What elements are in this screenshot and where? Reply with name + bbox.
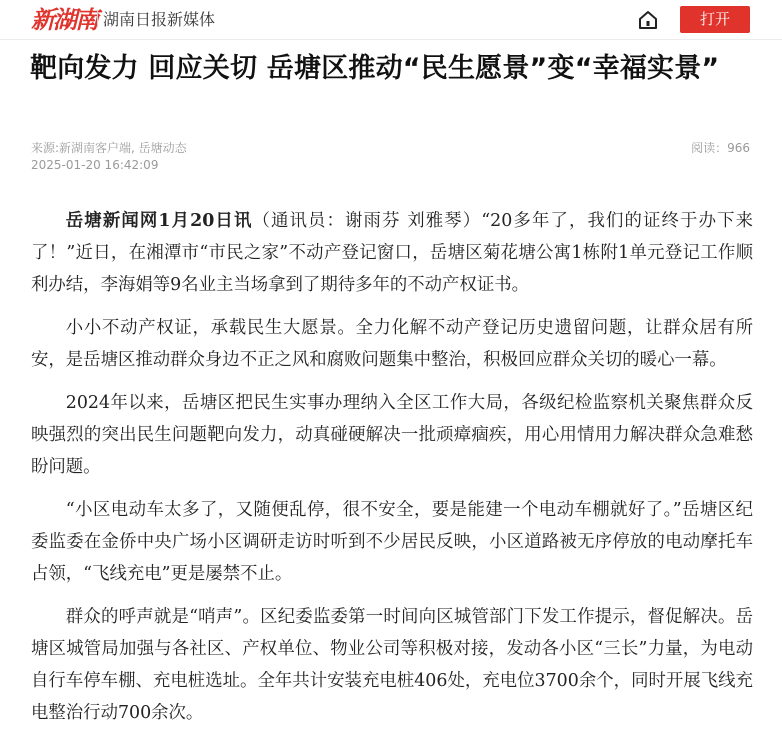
article-paragraph: “小区电动车太多了，又随便乱停，很不安全，要是能建一个电动车棚就好了。”岳塘区纪委监委在金侨中央广场小区调研走访时听到不少居民反映，小区道路被无序停放的电动摩托车占领，“飞线充电”更是屡禁不止。 [31, 500, 753, 584]
logo-divider [97, 11, 98, 27]
article-paragraph: 群众的呼声就是“哨声”。区纪委监委第一时间向区城管部门下发工作提示，督促解决。岳塘区城管局加强与各社区、产权单位、物业公司等积极对接，发动各小区“三长”力量，为电动自行车停车棚、充电桩选址。全年共计安装充电桩406处，充电位3700余个，同时开展飞线充电整治行动700余次。 [31, 607, 753, 723]
logo-text: 新湖南 [31, 5, 97, 34]
article-source: 来源:新湖南客户端, 岳塘动态 [31, 141, 187, 155]
home-icon[interactable] [637, 9, 659, 31]
brand-tagline: 湖南日报新媒体 [103, 10, 216, 29]
article-paragraph: 小小不动产权证，承载民生大愿景。全力化解不动产登记历史遗留问题，让群众居有所安，是岳塘区推动群众身边不正之风和腐败问题集中整治，积极回应群众关切的暖心一幕。 [31, 318, 753, 370]
xinhunan-logo[interactable] [31, 6, 97, 34]
article-title: 靶向发力 回应关切 岳塘区推动“民生愿景”变“幸福实景” [30, 53, 720, 84]
top-bar [0, 0, 782, 40]
article-paragraph [31, 205, 753, 301]
view-count: 阅读：966 [691, 141, 750, 155]
article-paragraph: 2024年以来，岳塘区把民生实事办理纳入全区工作大局，各级纪检监察机关聚焦群众反映强烈的突出民生问题靶向发力，动真碰硬解决一批顽瘴痼疾，用心用情用力解决群众急难愁盼问题。 [31, 393, 753, 477]
article-datetime: 2025-01-20 16:42:09 [31, 158, 159, 172]
dateline: 岳塘新闻网1月20日讯 [65, 211, 253, 231]
article-body [31, 205, 753, 740]
paragraph-text: （通讯员：谢雨芬 刘雅琴）“20多年了，我们的证终于办下来了！”近日，在湘潭市“市民之家”不动产登记窗口，岳塘区菊花塘公寓1栋附1单元登记工作顺利办结，李海娟等9名业主当场拿到了期待多年的不动产权证书。 [31, 211, 753, 295]
article-meta [31, 140, 187, 174]
open-app-button[interactable]: 打开 [680, 6, 750, 33]
